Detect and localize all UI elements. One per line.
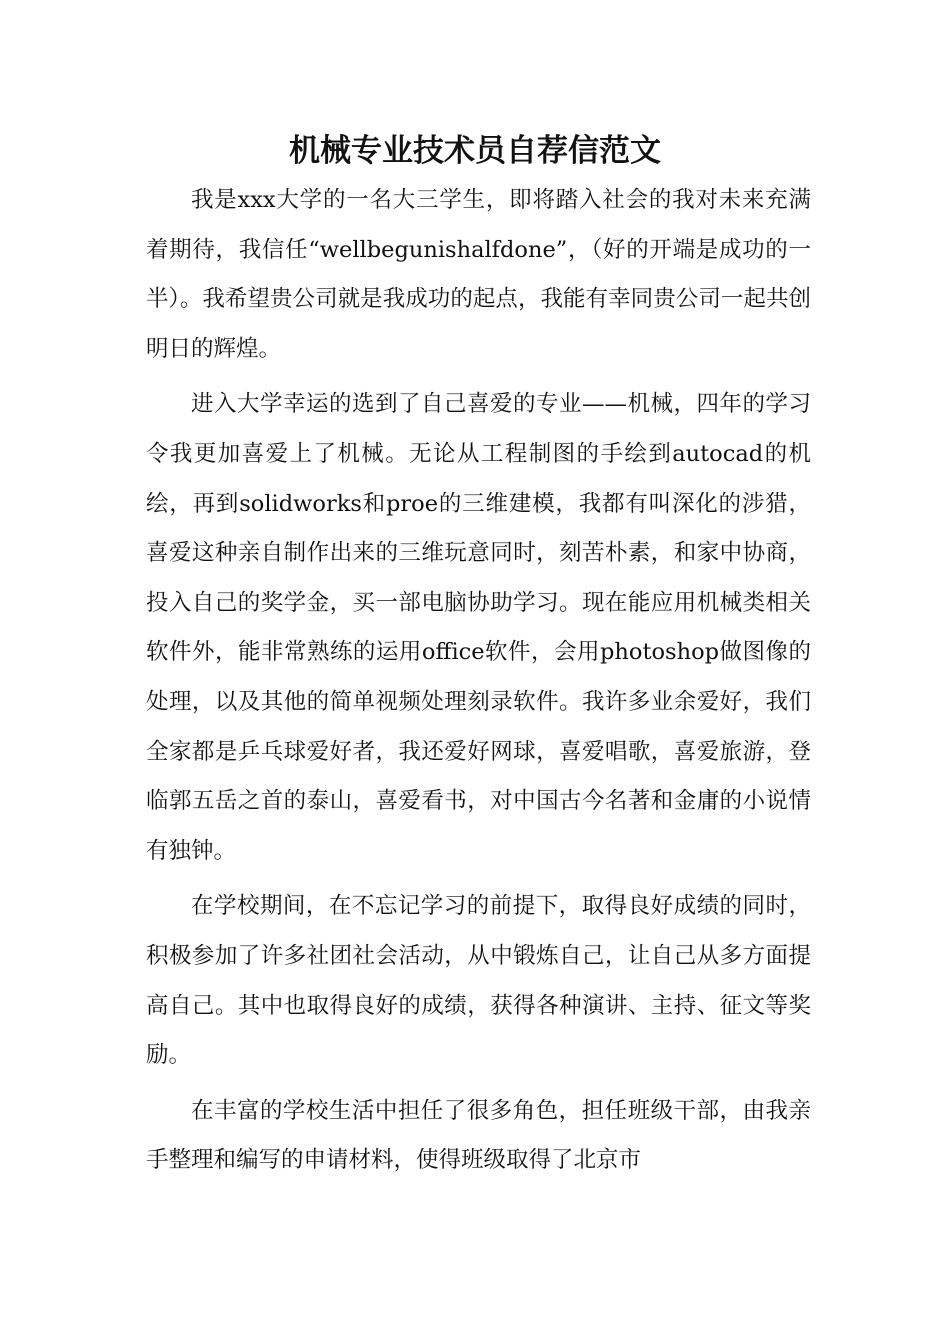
document-title: 机械专业技术员自荐信范文 [289,133,661,169]
paragraph-1: 我是xxx大学的一名大三学生，即将踏入社会的我对未来充满着期待，我信任“wellbegunishalfdone”，（好的开端是成功的一半）。我希望贵公司就是我成功的起点，我能有幸同贵公司一起共创明日的辉煌。 [146,187,811,362]
paragraph-4: 在丰富的学校生活中担任了很多角色，担任班级干部，由我亲手整理和编写的申请材料，使得班级取得了北京市 [146,1097,811,1174]
paragraph-2: 进入大学幸运的选到了自己喜爱的专业——机械，四年的学习令我更加喜爱上了机械。无论从工程制图的手绘到autocad的机绘，再到solidworks和proe的三维建模，我都有叫深化的涉猎，喜爱这种亲自制作出来的三维玩意同时，刻苦朴素，和家中协商，投入自己的奖学金，买一部电脑协助学习。现在能应用机械类相关软件外，能非常熟练的运用office软件，会用photoshop做图像的处理，以及其他的简单视频处理刻录软件。我许多业余爱好，我们全家都是乒乓球爱好者，我还爱好网球，喜爱唱歌，喜爱旅游，登临郭五岳之首的泰山，喜爱看书，对中国古今名著和金庸的小说情有独钟。 [146,391,811,864]
document-body [146,176,811,1192]
paragraph-3: 在学校期间，在不忘记学习的前提下，取得良好成绩的同时，积极参加了许多社团社会活动，从中锻炼自己，让自己从多方面提高自己。其中也取得良好的成绩，获得各种演讲、主持、征文等奖励。 [146,893,811,1069]
